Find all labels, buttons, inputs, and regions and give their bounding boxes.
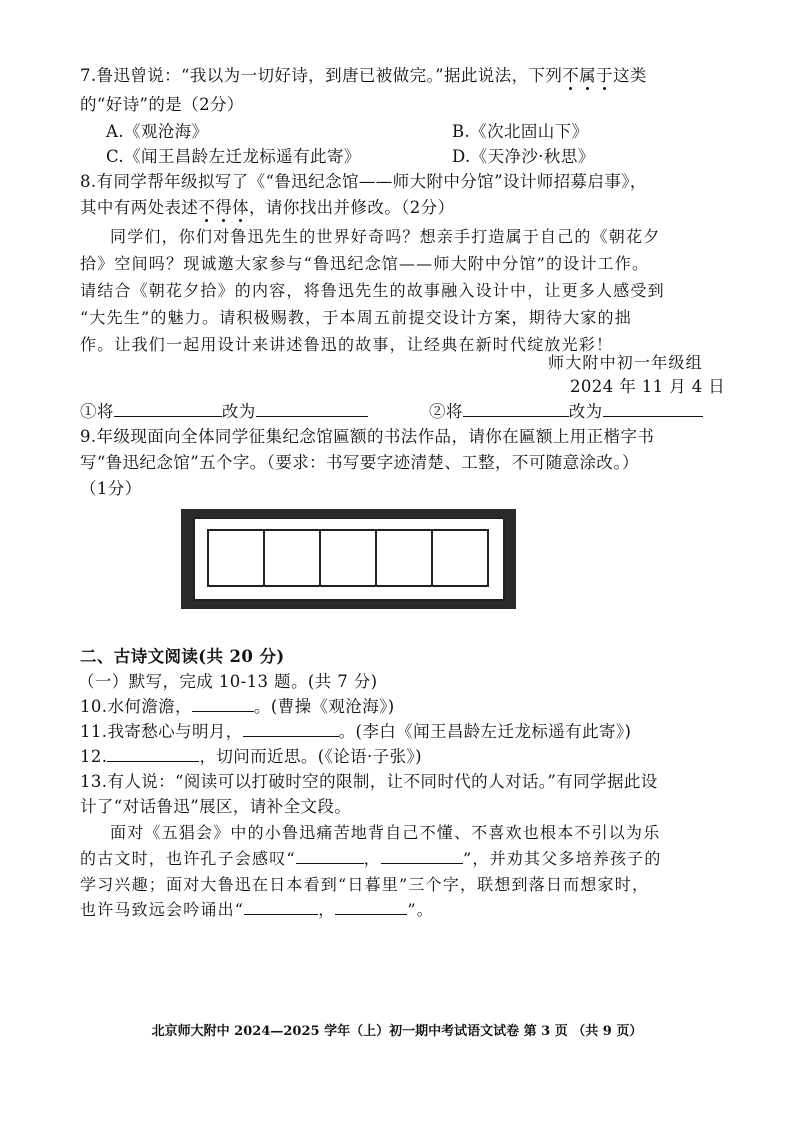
q8-line2: 其中有两处表述不得体，请你找出并修改。（2分）	[80, 198, 455, 217]
answer-blank[interactable]	[463, 401, 569, 417]
fill-2-label: ②将	[428, 402, 463, 421]
answer-blank[interactable]	[243, 721, 339, 737]
answer-blank[interactable]	[256, 401, 368, 417]
notice-line-5: 作。让我们一起用设计来讲述鲁迅的故事，让经典在新时代绽放光彩！	[80, 335, 614, 354]
writing-cell[interactable]	[375, 529, 433, 587]
plaque-cells	[207, 529, 487, 587]
notice-line-4: “大先生”的魅力。请积极赐教，于本周五前提交设计方案，期待大家的拙	[80, 308, 632, 327]
fill-1-mid: 改为	[221, 402, 256, 421]
emphasis-char: 得	[215, 198, 233, 217]
q13-line1: 13.有人说：“阅读可以打破时空的限制，让不同时代的人对话。”有同学据此设	[80, 772, 658, 791]
answer-blank[interactable]	[244, 899, 318, 915]
emphasis-char: 属	[579, 66, 597, 85]
answer-blank[interactable]	[603, 401, 703, 417]
q10: 10.水何澹澹， 。(曹操《观沧海》)	[80, 697, 395, 716]
answer-blank[interactable]	[114, 401, 222, 417]
answer-blank[interactable]	[192, 696, 254, 712]
answer-blank[interactable]	[296, 848, 364, 864]
q13-para-2: 的古文时，也许孔子会感叹“ ， ”，并劝其父多培养孩子的	[80, 849, 662, 868]
q9-line1: 9.年级现面向全体同学征集纪念馆匾额的书法作品，请你在匾额上用正楷字书	[80, 427, 655, 446]
answer-blank[interactable]	[381, 848, 463, 864]
q13-para-3: 学习兴趣；面对大鲁迅在日本看到“日暮里”三个字，联想到落日而想家时，	[80, 875, 650, 894]
writing-cell[interactable]	[319, 529, 377, 587]
q13-para-1: 面对《五猖会》中的小鲁迅痛苦地背自己不懂、不喜欢也根本不引以为乐	[110, 823, 661, 842]
q8-line1: 8.有同学帮年级拟写了《“鲁迅纪念馆——师大附中分馆”设计师招募启事》，	[80, 172, 647, 191]
plaque-panel	[193, 517, 505, 601]
q13-para-4: 也许马致远会吟诵出“ ， ”。	[80, 900, 434, 919]
writing-cell[interactable]	[263, 529, 321, 587]
page-footer: 北京师大附中 2024—2025 学年（上）初一期中考试语文试卷 第 3 页 （共 9 页）	[151, 1024, 643, 1039]
emphasis-char: 于	[596, 66, 613, 85]
q9-line3: （1分）	[80, 479, 142, 498]
q9-line2: 写“鲁迅纪念馆”五个字。（要求：书写要字迹清楚、工整，不可随意涂改。）	[80, 453, 639, 472]
answer-blank[interactable]	[335, 899, 407, 915]
writing-cell[interactable]	[431, 529, 489, 587]
q7-option-c: C.《闻王昌龄左迁龙标遥有此寄》	[106, 147, 361, 166]
q11: 11.我寄愁心与明月， 。(李白《闻王昌龄左迁龙标遥有此寄》)	[80, 722, 632, 741]
notice-date: 2024 年 11 月 4 日	[570, 377, 726, 396]
fill-1-label: ①将	[80, 402, 114, 421]
fill-2-mid: 改为	[568, 402, 603, 421]
q12: 12. ，切问而近思。(《论语·子张》)	[80, 747, 422, 766]
section-title: 二、古诗文阅读(共 20 分)	[80, 647, 285, 666]
q8-fill-row	[80, 400, 703, 424]
notice-line-2: 拾》空间吗？现诚邀大家参与“鲁迅纪念馆——师大附中分馆”的设计工作。	[80, 254, 650, 273]
q7-line2: 的“好诗”的是（2分）	[80, 95, 244, 114]
q7-option-a: A.《观沧海》	[106, 122, 209, 141]
answer-blank[interactable]	[107, 746, 199, 762]
q7-option-d: D.《天净沙·秋思》	[452, 147, 595, 166]
section-subtitle: （一）默写，完成 10-13 题。(共 7 分)	[78, 672, 378, 691]
notice-signature: 师大附中初一年级组	[548, 353, 703, 372]
q7-line1: 7.鲁迅曾说：“我以为一切好诗，到唐已被做完。”据此说法，下列不属于这类	[80, 66, 647, 85]
q7-option-b: B.《次北固山下》	[452, 122, 589, 141]
writing-cell[interactable]	[207, 529, 265, 587]
notice-line-1: 同学们，你们对鲁迅先生的世界好奇吗？想亲手打造属于自己的《朝花夕	[110, 227, 661, 246]
emphasis-char: 体	[232, 198, 250, 217]
notice-line-3: 请结合《朝花夕拾》的内容，将鲁迅先生的故事融入设计中，让更多人感受到	[80, 281, 665, 300]
emphasis-char: 不	[562, 66, 580, 85]
plaque-frame	[181, 509, 516, 609]
q13-line2: 计了“对话鲁迅”展区，请补全文段。	[80, 797, 352, 816]
emphasis-char: 不	[198, 198, 216, 217]
